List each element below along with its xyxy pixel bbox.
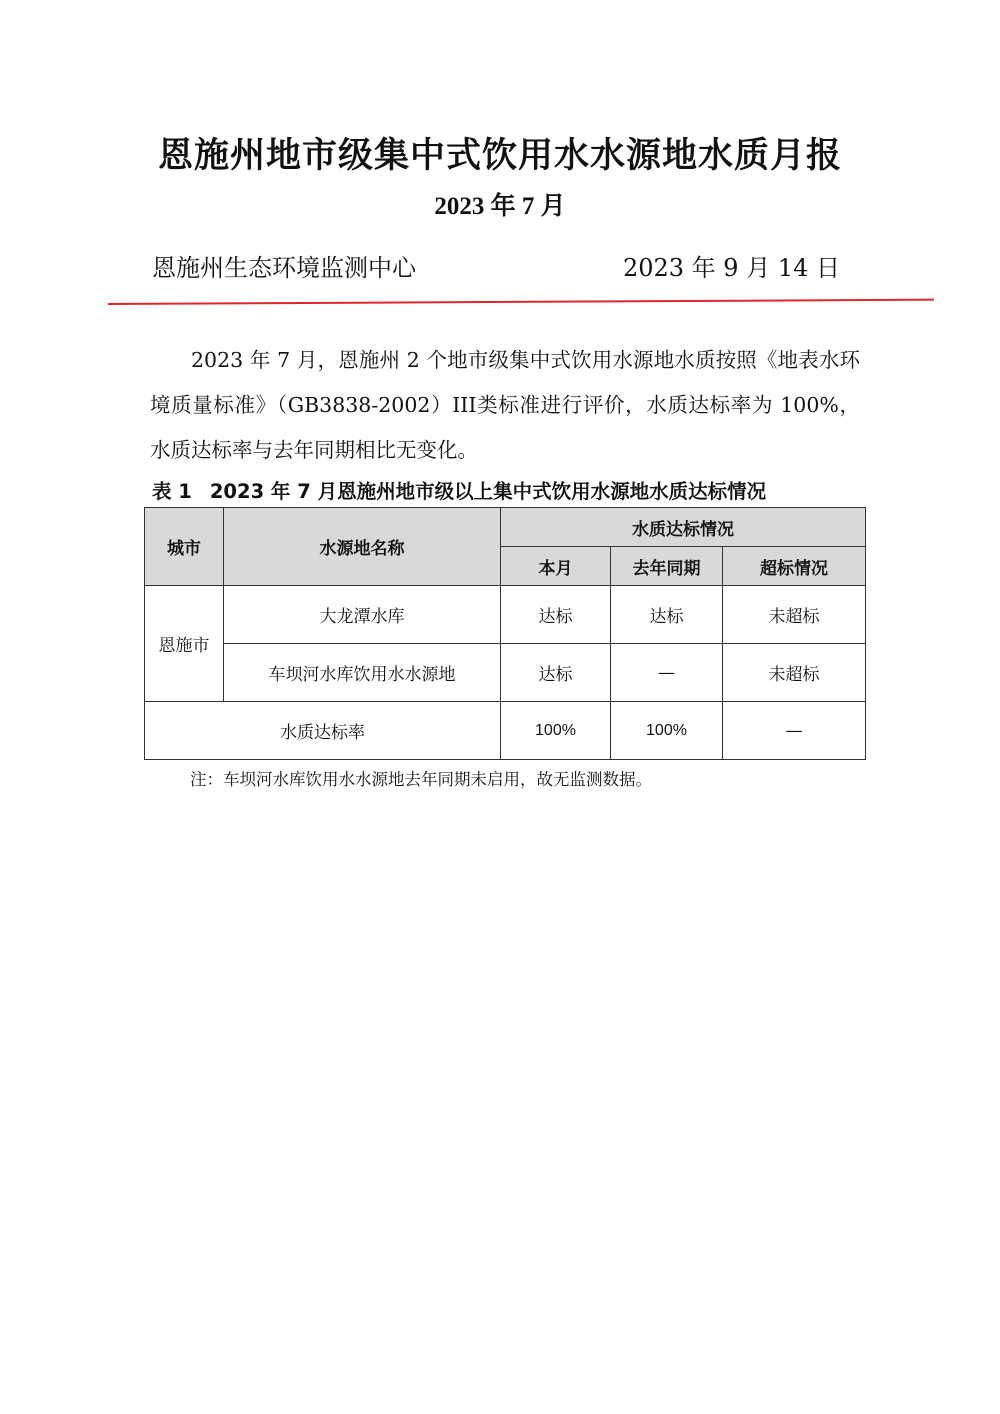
header-compliance-group: 水质达标情况: [501, 508, 866, 547]
rate-label-cell: 水质达标率: [145, 702, 501, 760]
table-row: [145, 644, 866, 702]
rate-exceedance-cell: —: [723, 702, 866, 760]
city-cell: 恩施市: [145, 586, 224, 702]
header-city: 城市: [145, 508, 224, 586]
this-month-cell: 达标: [501, 644, 611, 702]
exceedance-cell: 未超标: [723, 586, 866, 644]
issuing-organization: 恩施州生态环境监测中心: [152, 254, 416, 282]
last-year-cell: 达标: [611, 586, 723, 644]
summary-paragraph: 2023 年 7 月，恩施州 2 个地市级集中式饮用水源地水质按照《地表水环境质量标准》（GB3838-2002）III类标准进行评价，水质达标率为 100%，水质达标率与去年同期相比无变化。: [150, 348, 860, 462]
rate-this-month-cell: 100%: [501, 702, 611, 760]
table-header-row: [145, 508, 866, 547]
table-caption-text: 2023 年 7 月恩施州地市级以上集中式饮用水源地水质达标情况: [209, 480, 767, 503]
rate-row: [145, 702, 866, 760]
this-month-cell: 达标: [501, 586, 611, 644]
last-year-cell: —: [611, 644, 723, 702]
source-name-cell: 车坝河水库饮用水水源地: [224, 644, 501, 702]
exceedance-cell: 未超标: [723, 644, 866, 702]
compliance-table: [144, 507, 866, 760]
source-name-cell: 大龙潭水库: [224, 586, 501, 644]
header-exceedance: 超标情况: [723, 547, 866, 586]
header-this-month: 本月: [501, 547, 611, 586]
header-divider: [108, 299, 934, 305]
table-note: 注：车坝河水库饮用水水源地去年同期未启用，故无监测数据。: [190, 770, 652, 789]
report-period: 2023 年 7 月: [434, 193, 566, 220]
table-caption-number: 表 1: [152, 480, 192, 503]
issue-date: 2023 年 9 月 14 日: [622, 254, 840, 282]
rate-last-year-cell: 100%: [611, 702, 723, 760]
table-caption: [152, 476, 864, 504]
page-title: 恩施州地市级集中式饮用水水源地水质月报: [157, 136, 842, 176]
header-last-year: 去年同期: [611, 547, 723, 586]
table-row: [145, 586, 866, 644]
header-source-name: 水源地名称: [224, 508, 501, 586]
